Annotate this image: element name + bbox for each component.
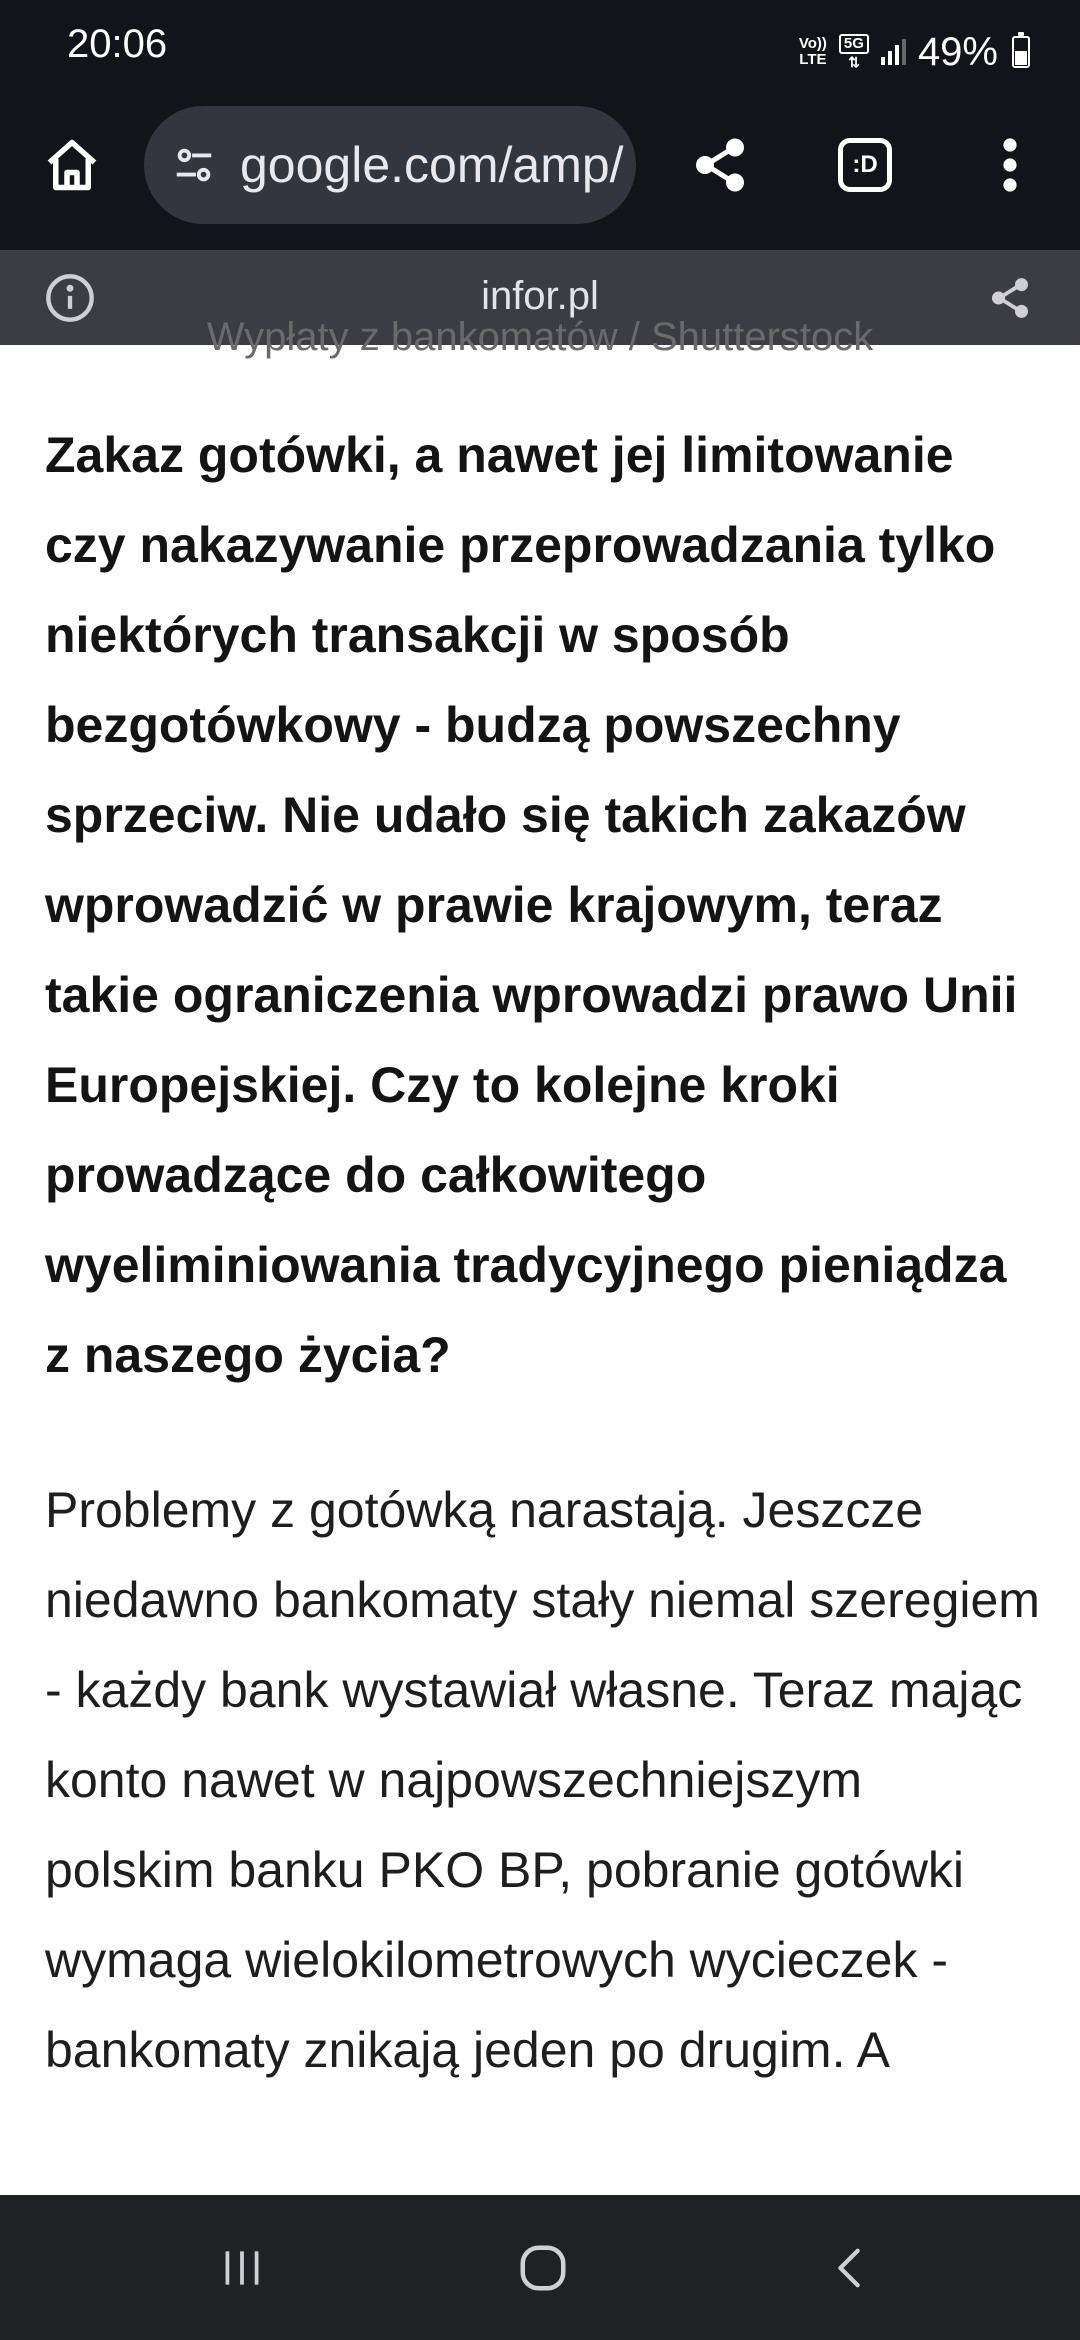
image-caption: Wypłaty z bankomatów / Shutterstock [206, 315, 874, 359]
article-content [0, 315, 1080, 2195]
status-bar [0, 0, 1080, 100]
more-vert-icon[interactable] [960, 115, 1060, 215]
article-lead: Zakaz gotówki, a nawet jej limitowanie czy nakazywanie przeprowadzania tylko niektórych transakcji w sposób bezgotówkowy - budzą powszechny sprzeciw. Nie udało się takich zakazów wprowadzić w prawie krajowym, teraz takie ograniczenia wprowadzi prawo Unii Europejskiej. Czy to kolejne kroki prowadzące do całkowitego wyeliminiowania tradycyjnego pieniądza z naszego życia? [45, 427, 1018, 1383]
browser-toolbar [0, 100, 1080, 250]
signal-strength-icon [881, 39, 906, 65]
back-chevron-icon[interactable] [790, 2225, 910, 2310]
tune-icon[interactable] [164, 135, 224, 195]
site-title: infor.pl [481, 274, 599, 318]
article-paragraph: Problemy z gotówką narastają. Jeszcze niedawno bankomaty stały niemal szeregiem - każdy bank wystawiał własne. Teraz mając konto nawet w najpowszechniejszym polskim banku PKO BP, pobranie gotówki wymaga wielokilometrowych wycieczek - bankomaty znikają jeden po drugim. A [45, 1482, 1040, 2078]
url-text[interactable]: google.com/amp/ [240, 137, 624, 193]
home-circle-icon[interactable] [483, 2225, 603, 2310]
data-arrows-icon: ⇅ [848, 54, 860, 70]
address-bar[interactable] [144, 106, 636, 224]
status-time: 20:06 [67, 22, 168, 66]
battery-icon [1012, 36, 1030, 68]
share-icon[interactable] [670, 115, 770, 215]
network-5g-icon: 5G ⇅ [839, 34, 869, 70]
smiley-box-icon[interactable]: :D [815, 115, 915, 215]
recents-icon[interactable] [182, 2225, 302, 2310]
home-icon[interactable] [22, 115, 122, 215]
battery-percentage: 49% [917, 29, 998, 74]
volte-icon: Vo)) LTE [798, 35, 827, 68]
status-icons [799, 24, 1030, 80]
navigation-bar [0, 2195, 1080, 2340]
